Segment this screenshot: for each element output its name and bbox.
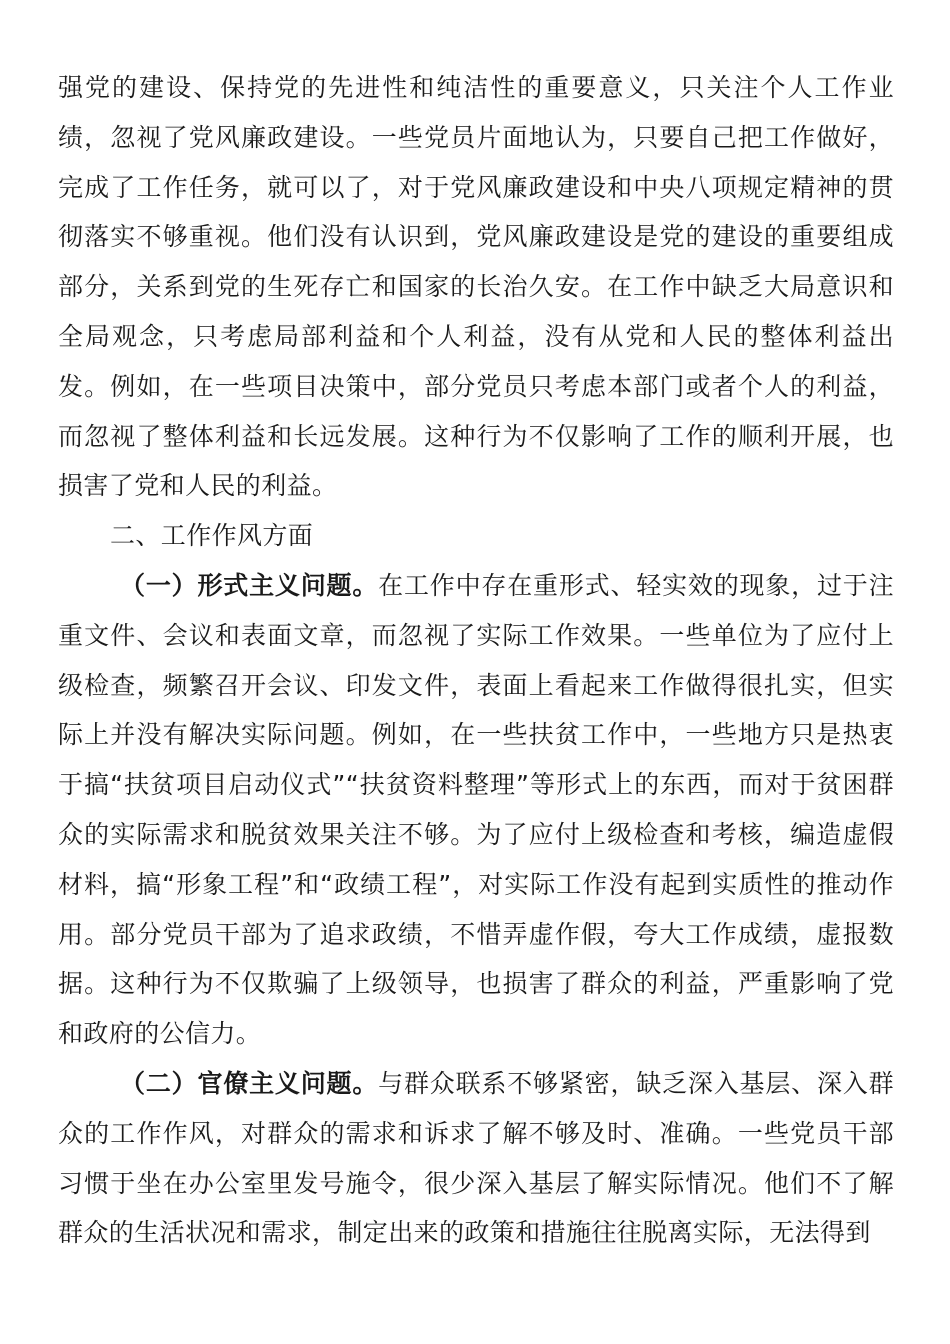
section-heading: [58, 511, 894, 561]
paragraph-text: 与群众联系不够紧密，缺乏深入基层、深入群众的工作作风，对群众的需求和诉求了解不够及时、准确。一些党员干部习惯于坐在办公室里发号施令，很少深入基层了解实际情况。他们不了解群众的生活状况和需求，制定出来的政策和措施往往脱离实际，无法得到: [58, 1068, 894, 1248]
section-heading-text: 二、工作作风方面: [110, 521, 314, 551]
document-page: [58, 63, 894, 1258]
paragraph-party-building: [58, 63, 894, 511]
paragraph-formalism: [58, 561, 894, 1059]
subsection-title: （二）官僚主义问题。: [120, 1068, 379, 1098]
paragraph-text: 在工作中存在重形式、轻实效的现象，过于注重文件、会议和表面文章，而忽视了实际工作效果。一些单位为了应付上级检查，频繁召开会议、印发文件，表面上看起来工作做得很扎实，但实际上并没有解决实际问题。例如，在一些扶贫工作中，一些地方只是热衷于搞“扶贫项目启动仪式”“扶贫资料整理”等形式上的东西，而对于贫困群众的实际需求和脱贫效果关注不够。为了应付上级检查和考核，编造虚假材料，搞“形象工程”和“政绩工程”，对实际工作没有起到实质性的推动作用。部分党员干部为了追求政绩，不惜弄虚作假，夸大工作成绩，虚报数据。这种行为不仅欺骗了上级领导，也损害了群众的利益，严重影响了党和政府的公信力。: [58, 570, 894, 1049]
paragraph-text: 强党的建设、保持党的先进性和纯洁性的重要意义，只关注个人工作业绩，忽视了党风廉政建设。一些党员片面地认为，只要自己把工作做好，完成了工作任务，就可以了，对于党风廉政建设和中央八项规定精神的贯彻落实不够重视。他们没有认识到，党风廉政建设是党的建设的重要组成部分，关系到党的生死存亡和国家的长治久安。在工作中缺乏大局意识和全局观念，只考虑局部利益和个人利益，没有从党和人民的整体利益出发。例如，在一些项目决策中，部分党员只考虑本部门或者个人的利益，而忽视了整体利益和长远发展。这种行为不仅影响了工作的顺利开展，也损害了党和人民的利益。: [58, 73, 894, 501]
subsection-title: （一）形式主义问题。: [120, 570, 379, 600]
paragraph-bureaucratism: [58, 1059, 894, 1258]
